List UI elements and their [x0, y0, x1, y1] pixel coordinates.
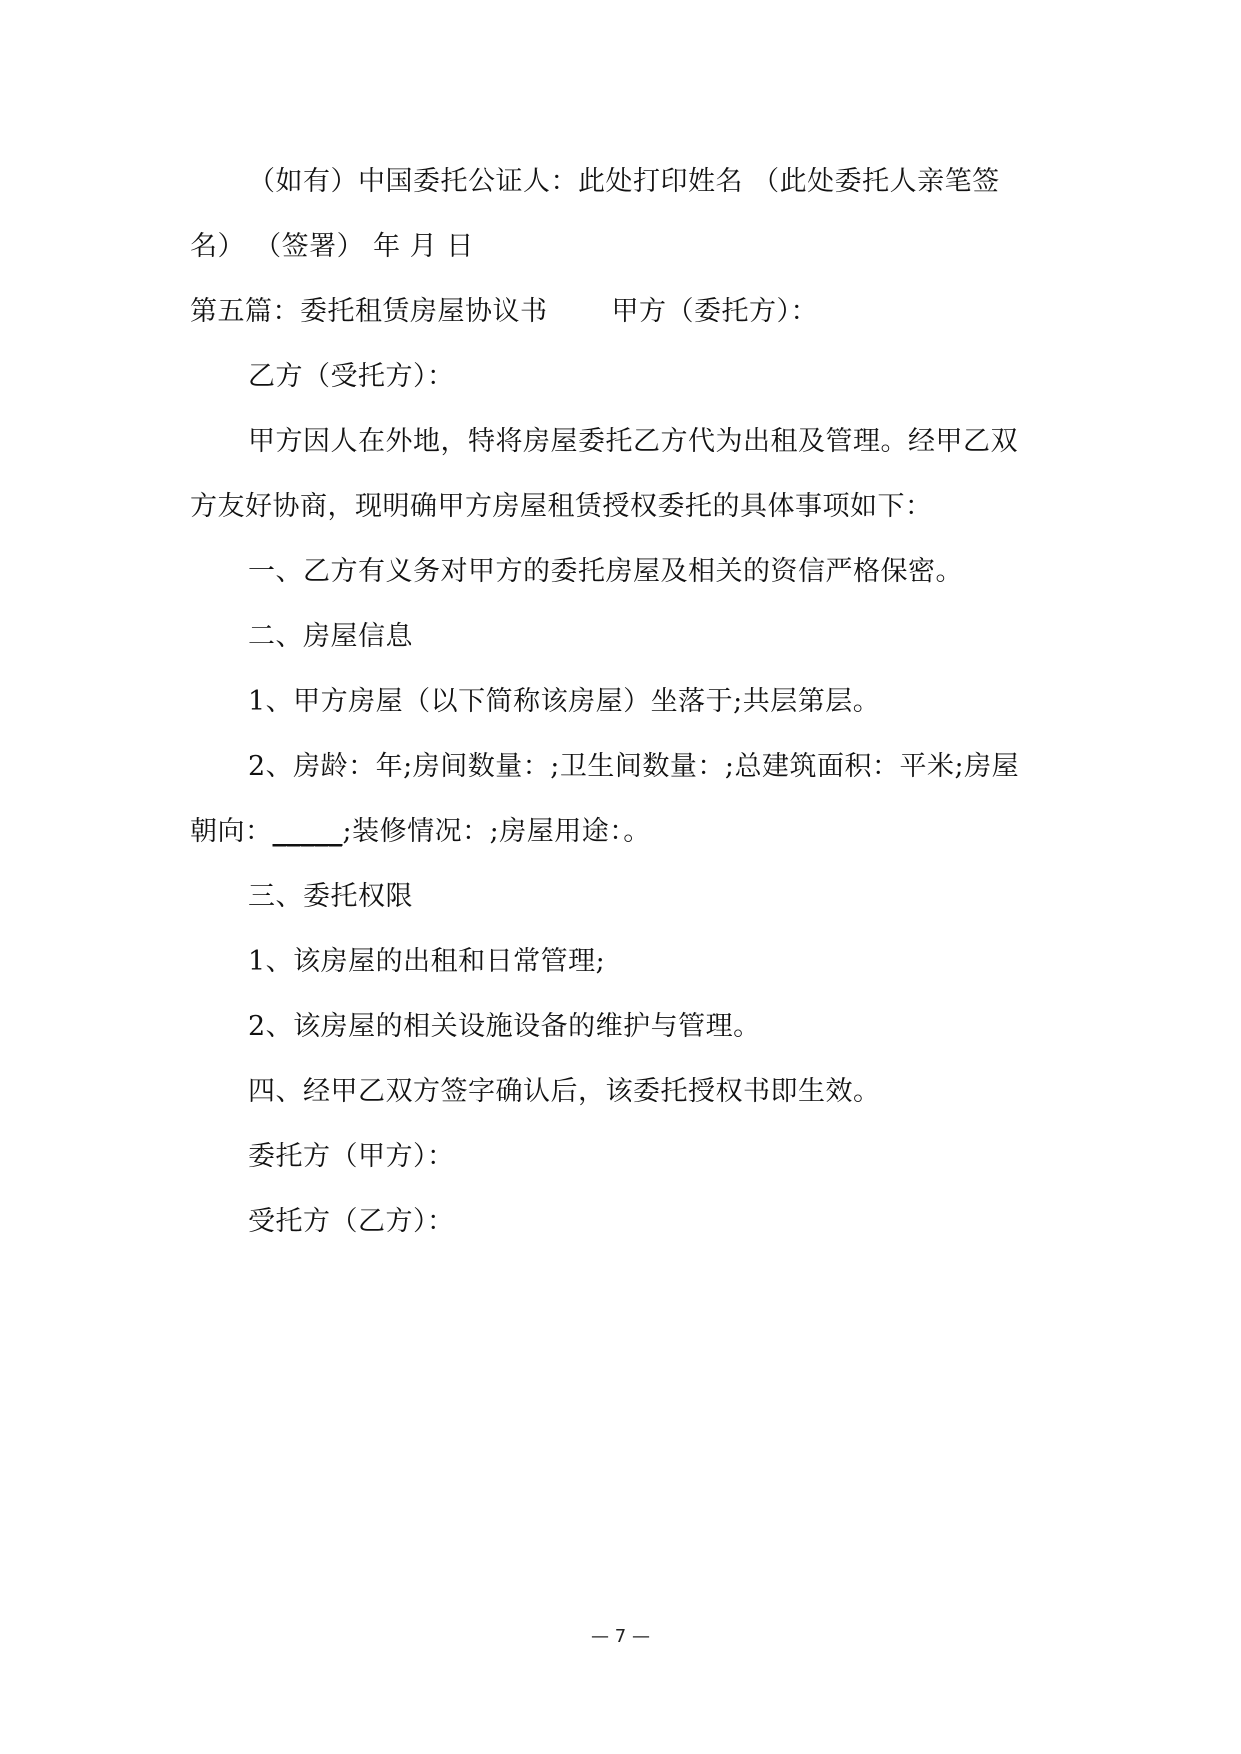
intro-paragraph-line-2: 方友好协商，现明确甲方房屋租赁授权委托的具体事项如下：: [190, 491, 933, 522]
clause-4: 四、经甲乙双方签字确认后，该委托授权书即生效。: [248, 1076, 881, 1107]
notary-line: （如有）中国委托公证人：此处打印姓名 （此处委托人亲笔签: [248, 166, 1000, 197]
signature-date-line: 名） （签署） 年 月 日: [190, 231, 474, 262]
principal-signature-label: 委托方（甲方）：: [248, 1141, 455, 1172]
clause-1: 一、乙方有义务对甲方的委托房屋及相关的资信严格保密。: [248, 556, 963, 587]
authority-item-2: 2、该房屋的相关设施设备的维护与管理。: [248, 1011, 761, 1042]
decoration-usage-text: ;装修情况：;房屋用途：。: [342, 816, 651, 847]
agent-signature-label: 受托方（乙方）：: [248, 1206, 455, 1237]
house-info-item-1: 1、甲方房屋（以下简称该房屋）坐落于;共层第层。: [248, 686, 881, 717]
orientation-label: 朝向：: [190, 816, 273, 847]
clause-3-heading: 三、委托权限: [248, 881, 413, 912]
authority-item-1: 1、该房屋的出租和日常管理;: [248, 946, 606, 977]
chapter-heading-line: [190, 294, 818, 330]
clause-2-heading: 二、房屋信息: [248, 621, 413, 652]
orientation-blank: _____: [272, 816, 343, 847]
intro-paragraph-line-1: 甲方因人在外地，特将房屋委托乙方代为出租及管理。经甲乙双: [248, 426, 1018, 457]
page-number: — 7 —: [591, 1626, 650, 1647]
house-info-item-2-line-1: 2、房龄：年;房间数量：;卫生间数量：;总建筑面积：平米;房屋: [248, 751, 1020, 782]
party-b-label: 乙方（受托方）：: [248, 361, 455, 392]
chapter-title: 第五篇：委托租赁房屋协议书: [190, 296, 548, 327]
party-a-label: 甲方（委托方）：: [611, 296, 818, 327]
house-info-item-2-line-2: [190, 814, 651, 850]
